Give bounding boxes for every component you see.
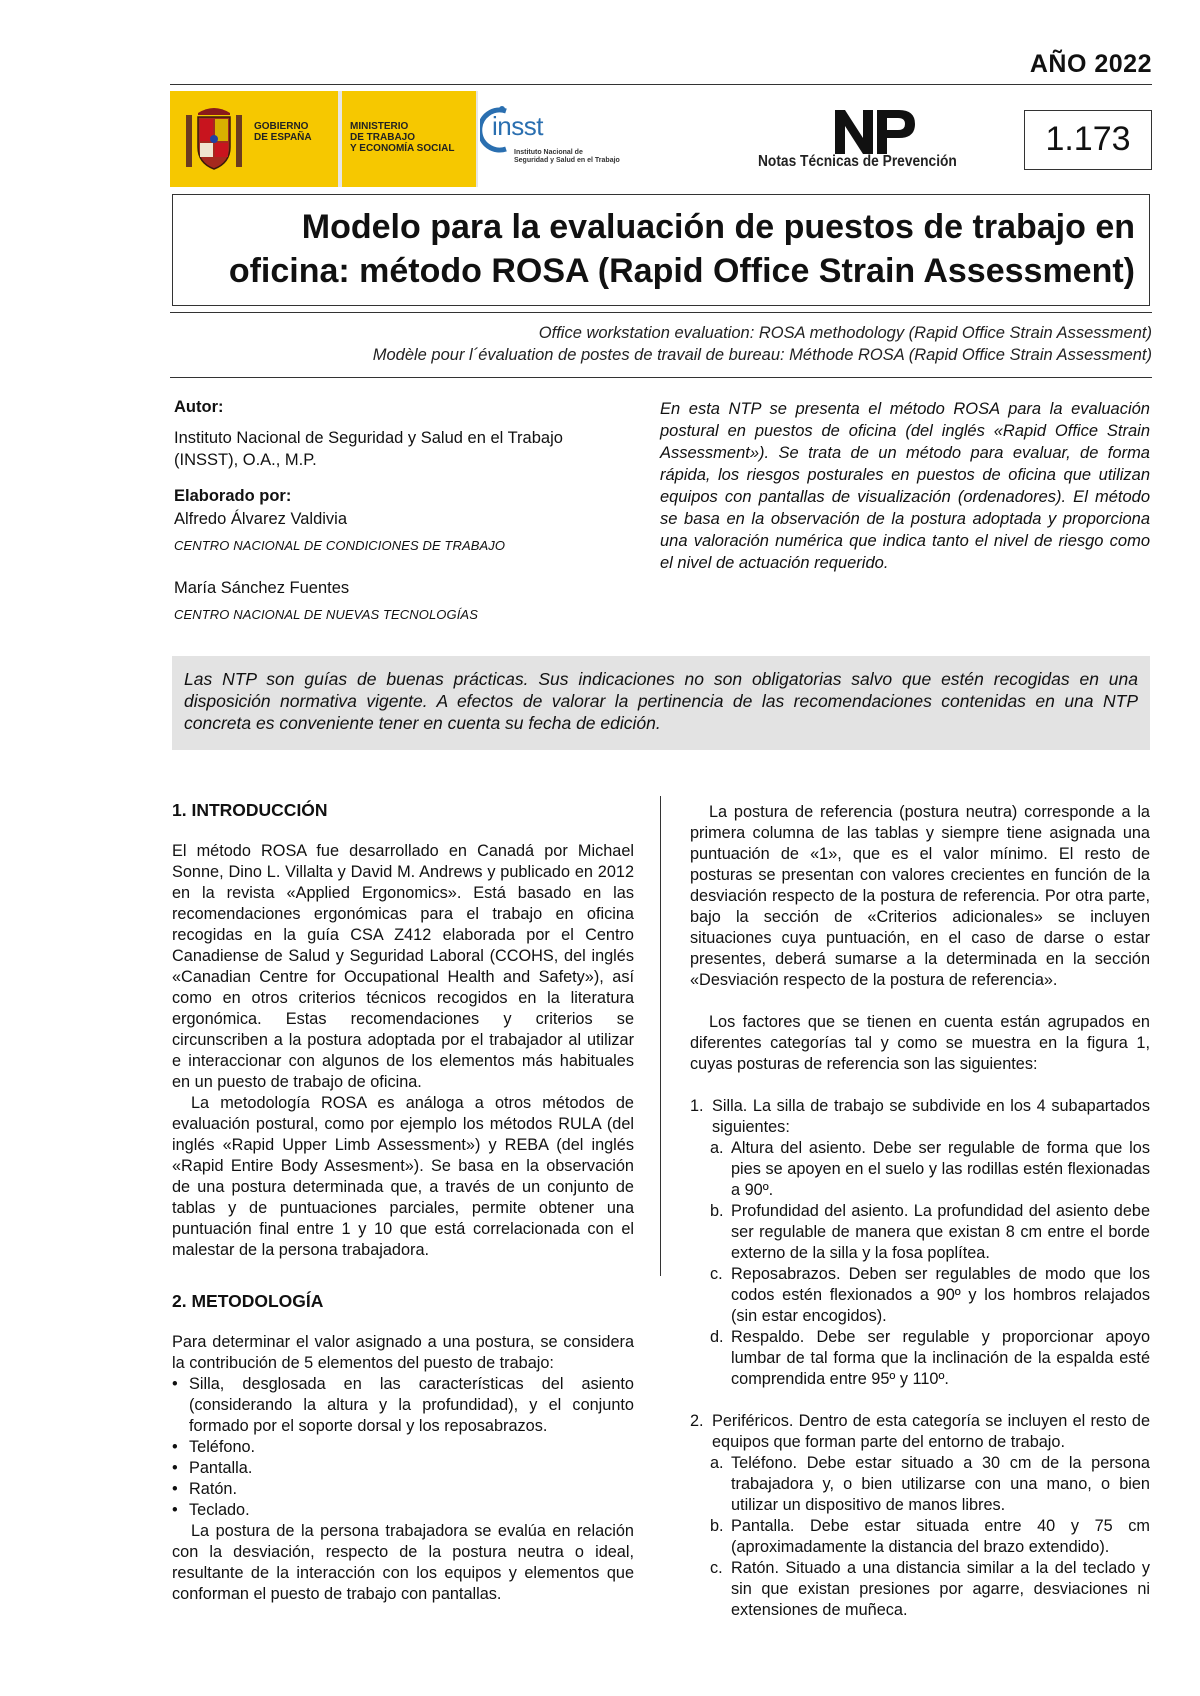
list-number: 1. (690, 1097, 704, 1115)
sub-item (690, 1453, 1150, 1516)
sub-letter: d. (710, 1328, 724, 1346)
sub-item (690, 1516, 1150, 1558)
author-person-1: Alfredo Álvarez Valdivia (174, 510, 348, 528)
sub-letter: b. (710, 1202, 724, 1220)
sub-letter: c. (710, 1559, 723, 1577)
author-person-2: María Sánchez Fuentes (174, 579, 350, 597)
government-logo (170, 91, 640, 187)
sub-letter: a. (710, 1454, 724, 1472)
sub-text: Ratón. Situado a una distancia similar a la del teclado y sin que existan presiones por agarre, desviaciones ni extensiones de muñeca. (731, 1559, 1150, 1619)
title-line-1: Modelo para la evaluación de puestos de trabajo en (301, 208, 1135, 246)
sub-item (690, 1264, 1150, 1327)
title-rule (170, 312, 1152, 313)
gov-line-1: GOBIERNO (254, 121, 309, 132)
left-column (172, 800, 634, 1605)
author-line-2: (INSST), O.A., M.P. (174, 451, 317, 469)
right-column (690, 802, 1150, 1621)
insst-sub-1: Instituto Nacional de (514, 149, 583, 156)
insst-wordmark: insst (492, 111, 543, 141)
sub-letter: a. (710, 1139, 724, 1157)
list-number: 2. (690, 1412, 704, 1430)
gov-line-2: DE ESPAÑA (254, 132, 312, 143)
bullet-text: Ratón. (189, 1480, 237, 1498)
bullet-text: Pantalla. (189, 1459, 253, 1477)
author-center-2: CENTRO NACIONAL DE NUEVAS TECNOLOGÍAS (174, 607, 478, 622)
bullet-mark: • (172, 1438, 178, 1456)
sub-item (690, 1201, 1150, 1264)
ministry-line-3: Y ECONOMÍA SOCIAL (350, 143, 455, 154)
subtitle-french: Modèle pour l´évaluation de postes de travail de bureau: Méthode ROSA (Rapid Office Strain Assessment) (372, 346, 1152, 364)
sub-item (690, 1138, 1150, 1201)
method-paragraph-1: Para determinar el valor asignado a una postura, se considera la contribución de 5 elementos del puesto de trabajo: (172, 1333, 634, 1372)
insst-sub-2: Seguridad y Salud en el Trabajo (514, 157, 620, 164)
column-divider (660, 796, 661, 1276)
subtitle-english: Office workstation evaluation: ROSA methodology (Rapid Office Strain Assessment) (538, 324, 1152, 342)
sub-text: Reposabrazos. Deben ser regulables de modo que los codos estén flexionados a 90º y los hombros relajados (sin estar encogidos). (731, 1265, 1150, 1325)
sub-text: Teléfono. Debe estar situado a 30 cm de la persona trabajadora y, o bien utilizarse con una mano, o bien utilizar un dispositivo de manos libres. (731, 1454, 1150, 1514)
list-item-perifericos (690, 1411, 1150, 1453)
list-item (172, 1479, 634, 1500)
year-label: AÑO 2022 (1029, 50, 1152, 78)
sub-text: Pantalla. Debe estar situada entre 40 y 75 cm (aproximadamente la distancia del brazo extendido). (731, 1517, 1150, 1556)
sub-item (690, 1558, 1150, 1621)
bullet-mark: • (172, 1480, 178, 1498)
ntp-note: Las NTP son guías de buenas prácticas. Sus indicaciones no son obligatorias salvo que estén recogidas en una disposición normativa vigente. A efectos de valorar la pertinencia de las recomendaciones contenidas en una NTP concreta es conveniente tener en cuenta su fecha de edición. (184, 669, 1138, 733)
right-paragraph-2: Los factores que se tienen en cuenta están agrupados en diferentes categorías tal y como se muestra en la figura 1, cuyas posturas de referencia son las siguientes: (690, 1013, 1150, 1073)
bullet-text: Silla, desglosada en las características del asiento (considerando la altura y la profundidad), y el conjunto formado por el soporte dorsal y los reposabrazos. (189, 1375, 634, 1435)
list-text: Periféricos. Dentro de esta categoría se incluyen el resto de equipos que forman parte del entorno de trabajo. (712, 1412, 1150, 1451)
np-logo-icon (835, 110, 917, 154)
sub-text: Profundidad del asiento. La profundidad del asiento debe ser regulable de manera que existan 8 cm entre el borde externo de la silla y la fosa poplítea. (731, 1202, 1150, 1262)
ntp-number: 1.173 (1024, 110, 1152, 170)
list-item-silla (690, 1096, 1150, 1138)
method-paragraph-2: La postura de la persona trabajadora se evalúa en relación con la desviación, respecto de la postura neutra o ideal, resultante de la interacción con los equipos y elementos que conforman el puesto de trabajo con pantallas. (172, 1522, 634, 1603)
intro-paragraph-1: El método ROSA fue desarrollado en Canadá por Michael Sonne, Dino L. Villalta y David M. Andrews y publicado en 2012 en la revista «Applied Ergonomics». Está basado en las recomendaciones ergonómicas para el trabajo en oficina recogidas en la guía CSA Z412 elaborada por el Centro Canadiense de Salud y Seguridad Laboral (CCOHS, del inglés «Canadian Centre for Occupational Health and Safety»), así como en otros criterios técnicos recogidos en la literatura ergonómica. Estas recomendaciones y criterios se circunscriben a la postura adoptada por el trabajador al utilizar e interaccionar con algunos de los elementos más habituales en un puesto de trabajo de oficina. (172, 842, 634, 1091)
list-item (172, 1458, 634, 1479)
subtitle-rule (170, 377, 1152, 378)
list-text: Silla. La silla de trabajo se subdivide en los 4 subapartados siguientes: (712, 1097, 1150, 1136)
np-caption: Notas Técnicas de Prevención (758, 153, 957, 170)
sub-letter: c. (710, 1265, 723, 1283)
intro-paragraph-2: La metodología ROSA es análoga a otros métodos de evaluación postural, como por ejemplo los métodos RULA (del inglés «Rapid Upper Limb Assessment») y REBA (del inglés «Rapid Entire Body Assesment»). Se basa en la observación de una postura determinada que, a través de un conjunto de tablas y de puntuaciones parciales, permite obtener una puntuación final entre 1 y 10 que está correlacionada con el malestar de la persona trabajadora. (172, 1094, 634, 1259)
bullet-mark: • (172, 1375, 178, 1393)
heading-metodologia: 2. METODOLOGÍA (172, 1291, 324, 1311)
bullet-text: Teclado. (189, 1501, 250, 1519)
list-item (172, 1374, 634, 1437)
bullet-text: Teléfono. (189, 1438, 256, 1456)
header-rule (170, 84, 1152, 85)
coat-of-arms-icon (182, 101, 246, 177)
author-center-1: CENTRO NACIONAL DE CONDICIONES DE TRABAJO (174, 538, 506, 553)
abstract: En esta NTP se presenta el método ROSA para la evaluación postural en puestos de oficina (del inglés «Rapid Office Strain Assessment»). Se trata de un método para evaluar, de forma rápida, los riesgos posturales en puestos de oficina que utilizan equipos con pantallas de visualización (ordenadores). El método se basa en la observación de la postura adoptada y proporciona una valoración numérica que indica tanto el nivel de riesgo como el nivel de actuación requerido. (660, 400, 1150, 572)
bullet-mark: • (172, 1459, 178, 1477)
right-paragraph-1: La postura de referencia (postura neutra) corresponde a la primera columna de las tablas y siempre tiene asignada una puntuación de «1», que es el valor mínimo. El resto de posturas se presentan con valores crecientes en función de la desviación respecto de la postura de referencia. Por otra parte, bajo la sección de «Criterios adicionales» se incluyen situaciones cuya puntuación, en el caso de darse o estar presentes, deberá sumarse a la determinada en la sección «Desviación respecto de la postura de referencia». (690, 803, 1150, 989)
list-item (172, 1437, 634, 1458)
title-box (172, 194, 1150, 306)
title-line-2: oficina: método ROSA (Rapid Office Strain Assessment) (228, 252, 1135, 290)
sub-item (690, 1327, 1150, 1390)
sub-letter: b. (710, 1517, 724, 1535)
sub-text: Altura del asiento. Debe ser regulable de forma que los pies se apoyen en el suelo y las rodillas estén flexionadas a 90º. (731, 1139, 1150, 1199)
author-line-1: Instituto Nacional de Seguridad y Salud en el Trabajo (174, 429, 563, 447)
ntp-note-box (172, 656, 1150, 750)
heading-introduccion: 1. INTRODUCCIÓN (172, 800, 328, 820)
ministry-line-1: MINISTERIO (350, 121, 409, 132)
sub-text: Respaldo. Debe ser regulable y proporcionar apoyo lumbar de tal forma que la inclinación de la espalda esté comprendida entre 95º y 110º. (731, 1328, 1150, 1388)
elaborado-label: Elaborado por: (174, 487, 292, 505)
authors-block (174, 398, 634, 622)
ministry-line-2: DE TRABAJO (350, 132, 416, 143)
list-item (172, 1500, 634, 1521)
author-label: Autor: (174, 398, 224, 416)
bullet-mark: • (172, 1501, 178, 1519)
